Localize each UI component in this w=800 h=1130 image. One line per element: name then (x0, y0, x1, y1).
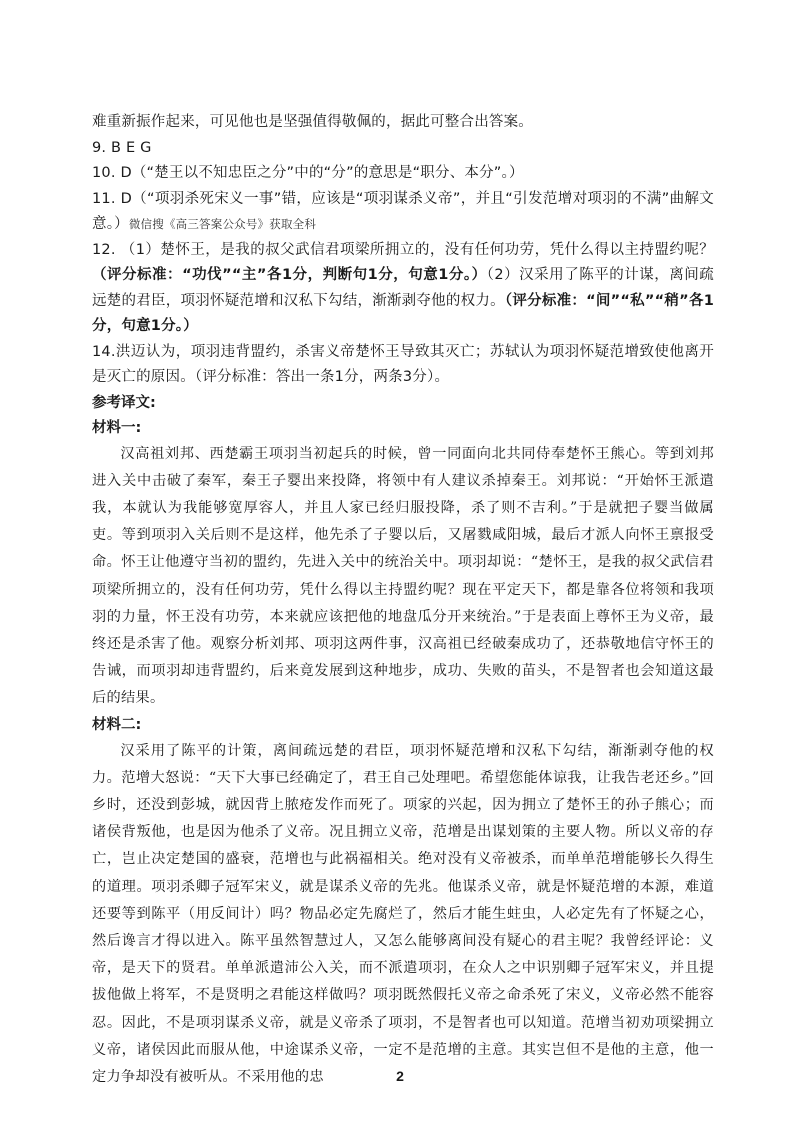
page-number: 2 (396, 1068, 404, 1084)
answer-q12-score2: （评分标准：“间”“私”“稍”各1分，句意1分。） (92, 292, 714, 334)
answer-q12-part1: 12. （1）楚怀王，是我的叔父武信君项梁所拥立的，没有任何功劳，凭什么得以主持盟约呢？ (92, 241, 714, 258)
answer-page (92, 0, 714, 1091)
answer-continuation: 难重新振作起来，可见他也是坚强值得敬佩的，据此可整合出答案。 (92, 114, 533, 130)
answer-q11-note: 微信搜《高三答案公众号》获取全科 (128, 217, 317, 231)
answer-q14: 14.洪迈认为，项羽违背盟约，杀害义帝楚怀王导致其灭亡；苏轼认为项羽怀疑范增致使他离开是灭亡的原因。（评分标准：答出一条1分，两条3分）。 (92, 343, 714, 385)
answer-q9: 9. B E G (92, 139, 152, 156)
material2-heading: 材料二: (92, 716, 142, 733)
answer-q11 (92, 187, 714, 238)
answer-q11-text: 11. D（“项羽杀死宋义一事”错，应该是“项羽谋杀义帝”，并且“引发范增对项羽的不满”曲解文意。） (92, 190, 714, 232)
answer-q12-part2: （2）汉采用了陈平的计谋，离间疏远楚的君臣，项羽怀疑范增和汉私下勾结，渐渐剥夺他的权力。 (92, 267, 714, 309)
translation-heading: 参考译文: (92, 394, 156, 411)
answer-q12-score1: （评分标准：“功伐”“主”各1分，判断句1分，句意1分。） (92, 267, 487, 283)
material2-text: 汉采用了陈平的计策，离间疏远楚的君臣，项羽怀疑范增和汉私下勾结，渐渐剥夺他的权力。范增大怒说：“天下大事已经确定了，君王自己处理吧。希望您能体谅我，让我告老还乡。”回乡时，还没到彭城，就因背上脓疮发作而死了。项家的兴起，因为拥立了楚怀王的孙子熊心；而诸侯背叛他，也是因为他杀了义帝。况且拥立义帝，范增是出谋划策的主要人物。所以义帝的存亡，岂止决定楚国的盛衰，范增也与此祸福相关。绝对没有义帝被杀，而单单范增能够长久得生的道理。项羽杀卿子冠军宋义，就是谋杀义帝的先兆。他谋杀义帝，就是怀疑范增的本源，难道还要等到陈平（用反间计）吗？物品必定先腐烂了，然后才能生蛀虫，人必定先有了怀疑之心，然后谗言才得以进入。陈平虽然智慧过人，又怎么能够离间没有疑心的君主呢？我曾经评论：义帝，是天下的贤君。单单派遣沛公入关，而不派遣项羽，在众人之中识别卿子冠军宋义，并且提拔他做上将军，不是贤明之君能这样做吗？项羽既然假托义帝之命杀死了宋义，义帝必然不能容忍。因此，不是项羽谋杀义帝，就是义帝杀了项羽，不是智者也可以知道。范增当初劝项梁拥立义帝，诸侯因此而服从他，中途谋杀义帝，一定不是范增的主意。其实岂但不是他的主意，他一定力争却没有被听从。不采用他的忠 (92, 742, 714, 1085)
answer-q10: 10. D（“楚王以不知忠臣之分”中的“分”的意思是“职分、本分”。） (92, 165, 524, 181)
material1-heading: 材料一: (92, 419, 142, 436)
material1-text: 汉高祖刘邦、西楚霸王项羽当初起兵的时候，曾一同面向北共同侍奉楚怀王熊心。等到刘邦进入关中击破了秦军，秦王子婴出来投降，将领中有人建议杀掉秦王。刘邦说：“开始怀王派遣我，本就认为我能够宽厚容人，并且人家已经归服投降，杀了则不吉利。”于是就把子婴当做属吏。等到项羽入关后则不是这样，他先杀了子婴以后，又屠戮咸阳城，最后才派人向怀王禀报受命。怀王让他遵守当初的盟约，先进入关中的统治关中。项羽却说：“楚怀王，是我的叔父武信君项梁所拥立的，没有任何功劳，凭什么得以主持盟约呢？现在平定天下，都是靠各位将领和我项羽的力量，怀王没有功劳，本来就应该把他的地盘瓜分开来统治。”于是表面上尊怀王为义帝，最终还是杀害了他。观察分析刘邦、项羽这两件事，汉高祖已经破秦成功了，还恭敬地信守怀王的告诫，而项羽却违背盟约，后来竟发展到这种地步，成功、失败的苗头，不是智者也会知道这最后的结果。 (92, 445, 714, 707)
answer-q12 (92, 238, 714, 340)
